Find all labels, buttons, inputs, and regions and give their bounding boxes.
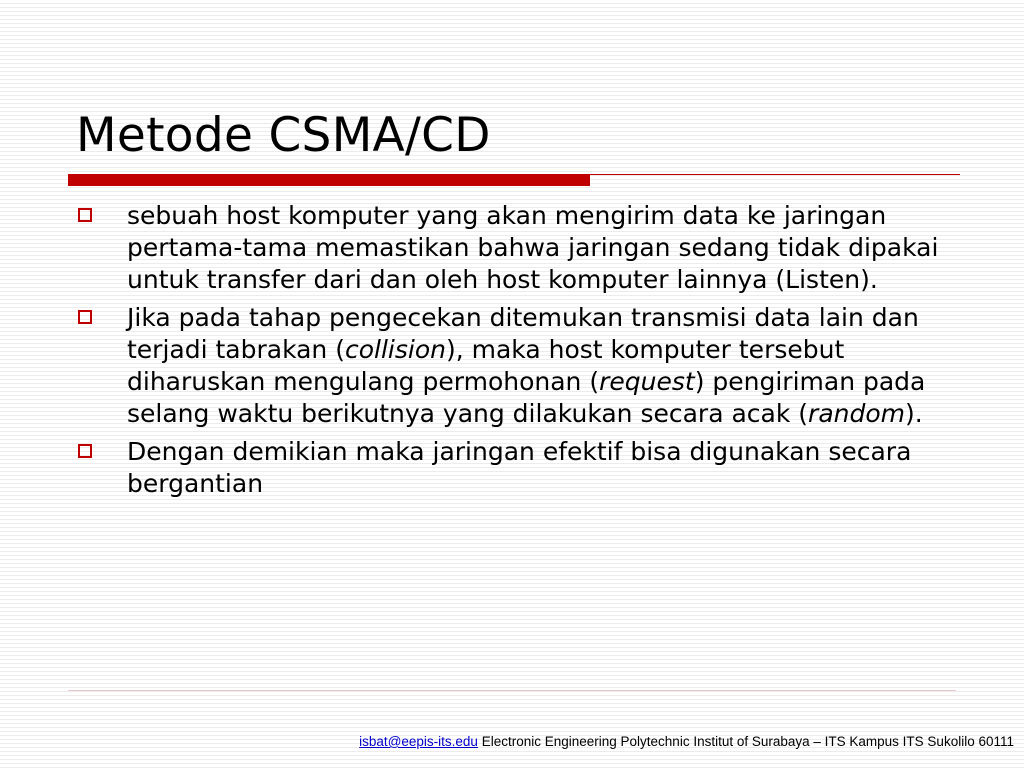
- title-underline: [68, 174, 960, 186]
- bullet-list: [76, 200, 956, 506]
- footer-institution: Electronic Engineering Polytechnic Institut of Surabaya – ITS Kampus ITS Sukolilo 60111: [481, 734, 1014, 749]
- hollow-square-icon: [78, 208, 92, 222]
- footer: [359, 734, 1014, 749]
- bullet-text-segment: ), maka host komputer tersebut diharuskan mengulang permohonan (: [127, 335, 853, 396]
- bullet-text: [127, 302, 956, 430]
- bullet-item: [76, 200, 956, 296]
- bullet-text-segment: Jika pada tahap pengecekan ditemukan transmisi data lain dan terjadi tabrakan (: [127, 303, 927, 364]
- bullet-item: [76, 302, 956, 430]
- footer-email-link[interactable]: isbat@eepis-its.edu: [359, 734, 478, 749]
- bullet-text-segment: sebuah host komputer yang akan mengirim data ke jaringan pertama-tama memastikan bahwa jaringan sedang tidak dipakai untuk transfer dari dan oleh host komputer lainnya (Listen).: [127, 201, 947, 294]
- bullet-text-segment: ).: [905, 399, 923, 428]
- bullet-text-segment: Dengan demikian maka jaringan efektif bisa digunakan secara bergantian: [127, 437, 920, 498]
- title-underline-thick: [68, 174, 590, 186]
- emphasized-term: request: [599, 367, 695, 396]
- bullet-text: [127, 436, 956, 500]
- bullet-text: [127, 200, 956, 296]
- hollow-square-icon: [78, 310, 92, 324]
- bullet-item: [76, 436, 956, 500]
- bullet-text-segment: ) pengiriman pada selang waktu berikutnya yang dilakukan secara acak (: [127, 367, 934, 428]
- emphasized-term: random: [808, 399, 906, 428]
- slide-title: Metode CSMA/CD: [76, 108, 491, 163]
- footer-divider: [68, 690, 956, 691]
- hollow-square-icon: [78, 444, 92, 458]
- emphasized-term: collision: [344, 335, 446, 364]
